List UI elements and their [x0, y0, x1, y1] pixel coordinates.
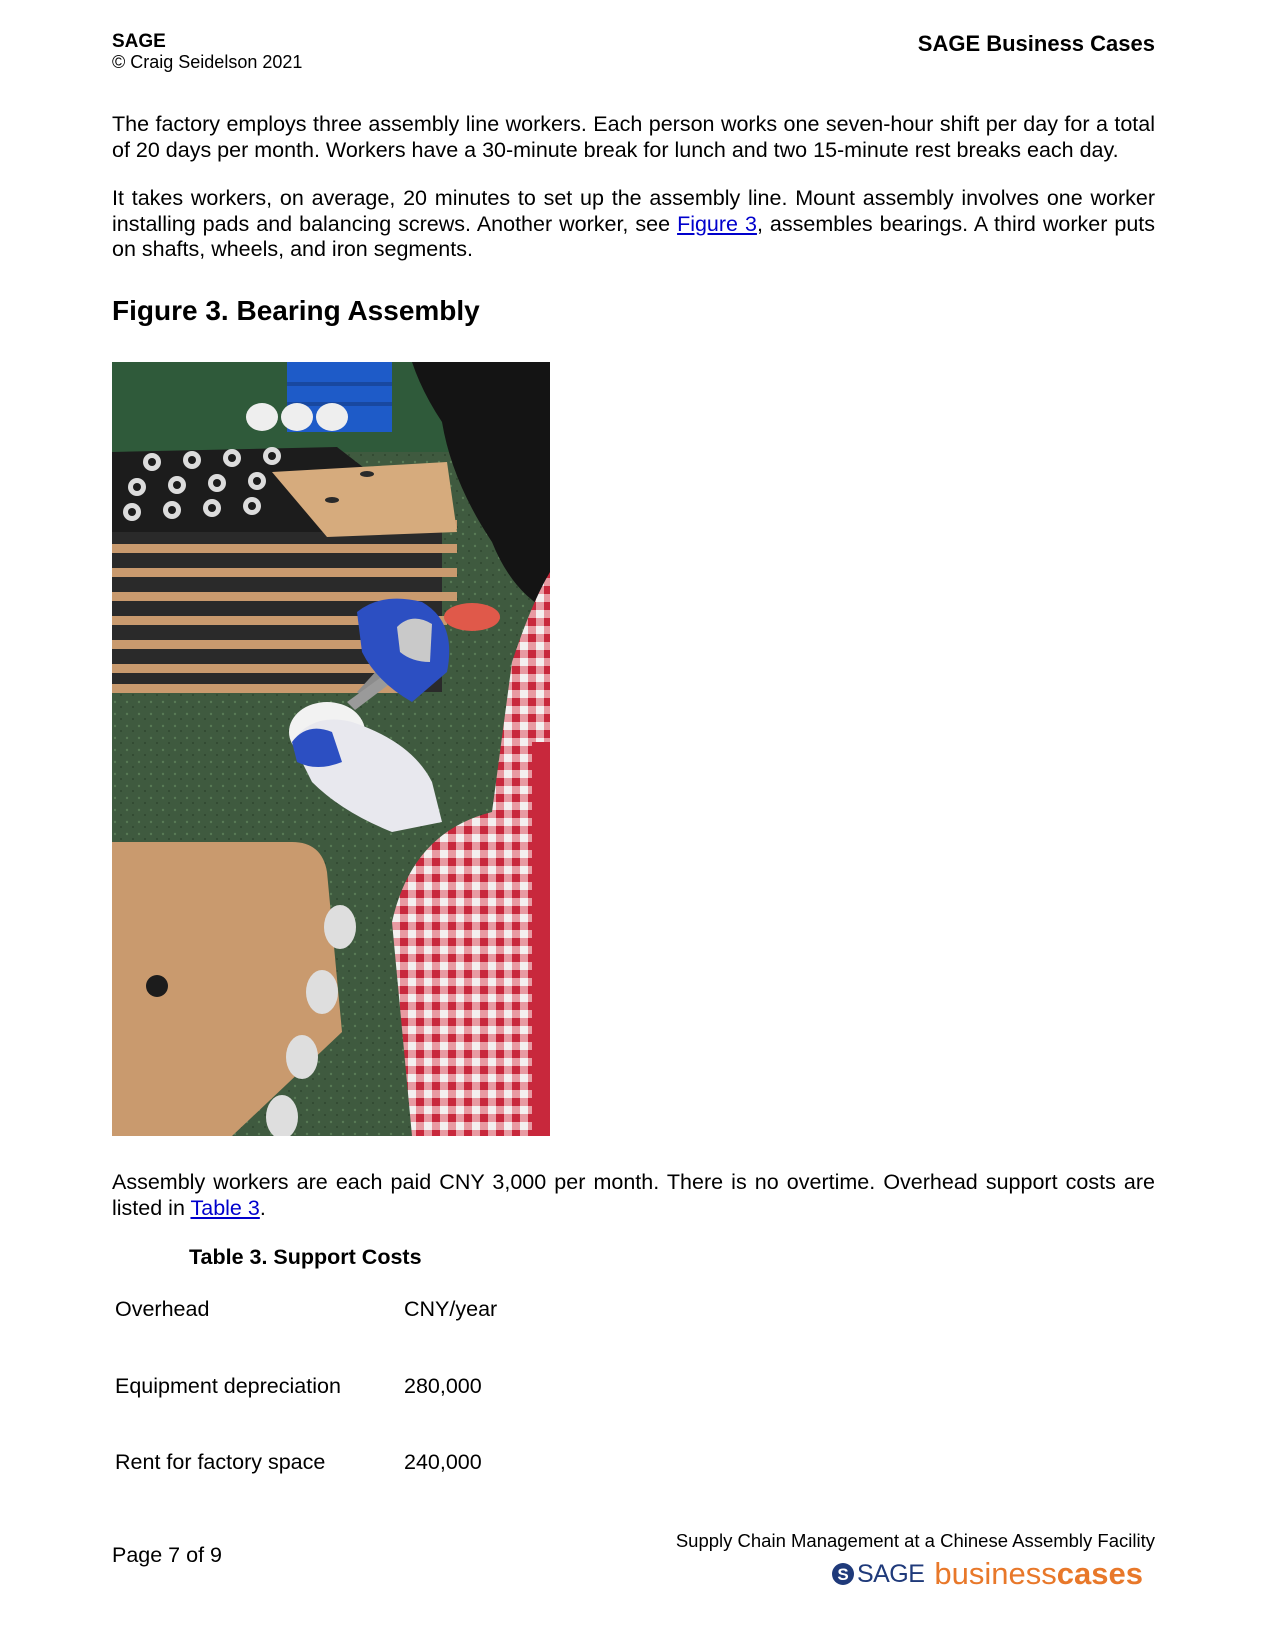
publisher-name: SAGE [112, 31, 166, 52]
table-3-link[interactable]: Table 3 [190, 1195, 260, 1220]
copyright-line: © Craig Seidelson 2021 [112, 52, 303, 72]
paragraph-assembly-text-2: , assembles bearings. A third worker puts on shafts, wheels, and iron segments. [112, 211, 1156, 261]
sage-business-cases-logo [831, 1556, 1143, 1592]
svg-text:S: S [837, 1565, 849, 1584]
logo-business-text: business [934, 1556, 1057, 1591]
table-cell-label: Overhead [115, 1297, 210, 1321]
table-cell-label: Equipment depreciation [115, 1374, 341, 1398]
page-number: Page 7 of 9 [112, 1543, 222, 1567]
table-cell-value: 280,000 [404, 1374, 482, 1398]
table-title: Table 3. Support Costs [189, 1245, 422, 1269]
paragraph-wages [112, 1170, 1155, 1221]
sage-logo-icon [831, 1562, 855, 1586]
series-title: SAGE Business Cases [917, 31, 1155, 56]
figure-title: Figure 3. Bearing Assembly [112, 295, 480, 326]
paragraph-wages-text-1: Assembly workers are each paid CNY 3,000 per month. There is no overtime. Overhead support costs are listed in [112, 1170, 1155, 1220]
bearing-assembly-photo [112, 362, 550, 1136]
paragraph-assembly-text-1: It takes workers, on average, 20 minutes to set up the assembly line. Mount assembly involves one worker installing pads and balancing screws. Another worker, see [112, 186, 1155, 236]
paragraph-workers: The factory employs three assembly line workers. Each person works one seven-hour shift per day for a total of 20 days per month. Workers have a 30-minute break for lunch and two 15-minute rest breaks each day. [112, 112, 1155, 162]
logo-sage-text: SAGE [856, 1559, 925, 1588]
logo-cases-text: cases [1056, 1556, 1143, 1591]
header-left [112, 31, 302, 73]
paragraph-wages-text-2: . [259, 1195, 266, 1220]
figure-3-link[interactable]: Figure 3 [677, 211, 757, 236]
case-title: Supply Chain Management at a Chinese Assembly Facility [675, 1530, 1155, 1551]
table-cell-label: Rent for factory space [115, 1450, 326, 1474]
table-cell-value: 240,000 [404, 1450, 482, 1474]
table-cell-value: CNY/year [404, 1297, 498, 1321]
paragraph-assembly [112, 186, 1155, 263]
